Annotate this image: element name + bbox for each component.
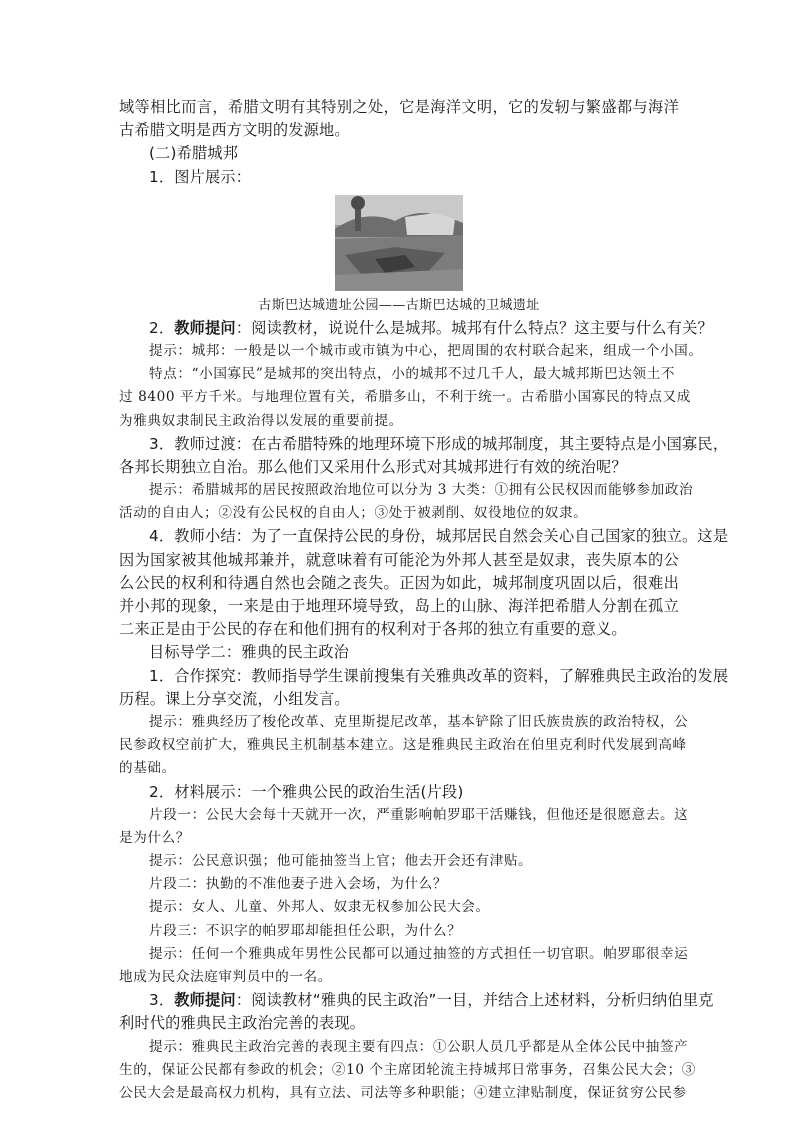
segment-3: 片段三：不识字的帕罗耶却能担任公职，为什么？	[149, 922, 462, 939]
item-4-line-4: 并小邦的现象，一来是由于地理环境导致，岛上的山脉、海洋把希腊人分割在孤立	[119, 597, 679, 615]
ruins-photo-image	[335, 195, 463, 291]
item-3-line-1: 3．教师过渡：在古希腊特殊的地理环境下形成的城邦制度，其主要特点是小国寡民，	[149, 434, 729, 453]
athens-item-2: 2．材料展示：一个雅典公民的政治生活(片段)	[149, 782, 464, 801]
photo-caption: 古斯巴达城遗址公园——古斯巴达城的卫城遗址	[258, 297, 540, 313]
item-4-line-3: 么公民的权利和待遇自然也会随之丧失。正因为如此，城邦制度巩固以后，很难出	[119, 573, 679, 592]
segment-3-hint-line-2: 地成为民众法庭审判员中的一名。	[119, 969, 332, 985]
athens-item-3-number: 3．	[149, 991, 175, 1010]
intro-line-1: 域等相比而言，希腊文明有其特别之处，它是海洋文明，它的发轫与繁盛都与海洋	[119, 98, 679, 116]
hint-2-line-4: 为雅典奴隶制民主政治得以发展的重要前提。	[119, 412, 403, 429]
athens-item-3-line-2: 利时代的雅典民主政治完善的表现。	[119, 1014, 366, 1033]
hint-2-line-3: 过 8400 平方千米。与地理位置有关，希腊多山，不利于统一。古希腊小国寡民的特点又成	[119, 389, 692, 406]
segment-1-line-2: 是为什么？	[119, 829, 190, 846]
athens-item-1-line-2: 历程。课上分享交流，小组发言。	[119, 689, 350, 708]
athens-hint-3-line-2: 生的，保证公民都有参政的机会；②10 个主席团轮流主持城邦日常事务，召集公民大会；③	[119, 1061, 696, 1078]
item-2-bold-label: 教师提问	[174, 318, 236, 337]
hint-2-line-2: 特点：“小国寡民”是城邦的突出特点，小的城邦不过几千人，最大城邦斯巴达领土不	[149, 366, 676, 383]
athens-item-3-teacher-question	[119, 989, 714, 1012]
document-body	[119, 96, 729, 1105]
athens-hint-3-line-3: 公民大会是最高权力机构，具有立法、司法等多种职能；④建立津贴制度，保证贫穷公民参	[119, 1084, 687, 1101]
section-heading-greek-city-states: (二)希腊城邦	[149, 144, 239, 163]
segment-1-line-1: 片段一：公民大会每十天就开一次，严重影响帕罗耶干活赚钱，但他还是很愿意去。这	[149, 806, 689, 823]
segment-3-hint-line-1: 提示：任何一个雅典成年男性公民都可以通过抽签的方式担任一切官职。帕罗耶很幸运	[149, 945, 689, 962]
athens-hint-1-line-3: 的基础。	[119, 760, 176, 777]
item-3-line-2: 各邦长期独立自治。那么他们又采用什么形式对其城邦进行有效的统治呢？	[119, 457, 627, 476]
sparta-ruins-photo	[335, 195, 463, 291]
athens-hint-3-line-1: 提示：雅典民主政治完善的表现主要有四点：①公职人员几乎都是从全体公民中抽签产	[149, 1038, 689, 1055]
athens-item-1-line-1: 1．合作探究：教师指导学生课前搜集有关雅典改革的资料，了解雅典民主政治的发展	[149, 666, 729, 685]
intro-line-2: 古希腊文明是西方文明的发源地。	[119, 121, 350, 140]
hint-3-line-2: 活动的自由人；②没有公民权的自由人；③处于被剥削、奴役地位的奴隶。	[119, 505, 588, 522]
hint-2-line-1: 提示：城邦：一般是以一个城市或市镇为中心，把周围的农村联合起来，组成一个小国。	[149, 342, 703, 359]
athens-item-3-bold-label: 教师提问	[174, 991, 236, 1010]
item-2-text: ：阅读教材，说说什么是城邦。城邦有什么特点？这主要与什么有关？	[235, 318, 713, 337]
hint-3-line-1: 提示：希腊城邦的居民按照政治地位可以分为 3 大类：①拥有公民权因而能够参加政治	[149, 482, 694, 499]
segment-2-hint: 提示：女人、儿童、外邦人、奴隶无权参加公民大会。	[149, 899, 490, 916]
item-1-picture-display: 1．图片展示：	[149, 167, 252, 186]
item-2-number: 2．	[149, 318, 175, 337]
item-4-line-1: 4．教师小结：为了一直保持公民的身份，城邦居民自然会关心自己国家的独立。这是	[149, 527, 729, 546]
athens-hint-1-line-2: 民参政权空前扩大，雅典民主机制基本建立。这是雅典民主政治在伯里克利时代发展到高峰	[119, 737, 687, 754]
item-4-line-2: 因为国家被其他城邦兼并，就意味着有可能沦为外邦人甚至是奴隶，丧失原本的公	[119, 550, 679, 569]
item-2-teacher-question	[119, 317, 713, 340]
athens-hint-1-line-1: 提示：雅典经历了梭伦改革、克里斯提尼改革，基本铲除了旧氏族贵族的政治特权，公	[149, 713, 689, 730]
section-heading-athenian-democracy: 目标导学二：雅典的民主政治	[149, 643, 350, 662]
segment-1-hint: 提示：公民意识强；他可能抽签当上官；他去开会还有津贴。	[149, 853, 533, 870]
segment-2: 片段二：执勤的不准他妻子进入会场，为什么？	[149, 876, 448, 893]
item-4-line-5: 二来正是由于公民的存在和他们拥有的权利对于各邦的独立有重要的意义。	[119, 620, 627, 639]
athens-item-3-text: ：阅读教材“雅典的民主政治”一目，并结合上述材料，分析归纳伯里克	[235, 991, 714, 1010]
